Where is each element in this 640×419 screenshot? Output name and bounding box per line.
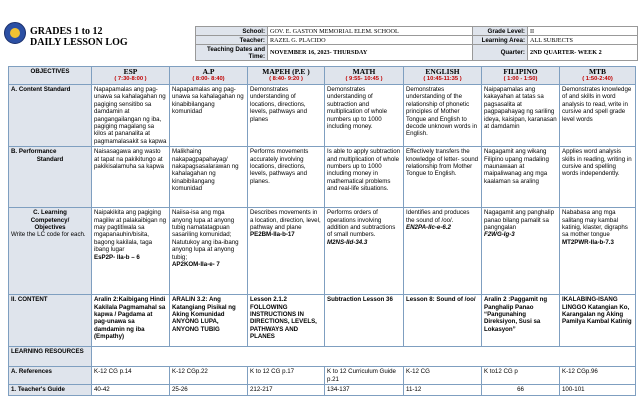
table-cell xyxy=(325,208,404,295)
row-label-line: Standard xyxy=(36,155,64,163)
table-cell: Is able to apply subtraction and multiplication of whole numbers up to 1000 including money in mathematical problems and real-life situations. xyxy=(325,147,404,208)
subject-name: MAPEH (P.E ) xyxy=(262,67,310,76)
subject-header-english xyxy=(404,67,482,85)
learning-resources-row xyxy=(9,347,636,367)
table-cell: Nagagamit ang wikang Filipino upang madaling maunawaan at maipaliwanag ang mga kaalaman sa araling xyxy=(482,147,560,208)
subject-header-mapeh xyxy=(248,67,325,85)
header xyxy=(0,0,640,63)
table-cell: 100-101 xyxy=(560,385,636,396)
competency-code: EsP2P- IIa-b – 6 xyxy=(94,253,140,261)
row-label: 1. Teacher's Guide xyxy=(9,385,92,396)
table-cell: Performs movements accurately involving locations, directions, levels, pathways and planes. xyxy=(248,147,325,208)
title-line-2: DAILY LESSON LOG xyxy=(30,37,128,48)
table-cell: Malikhaing nakapagpapahayag/ nakapagsasalarawan ng kahalagahan ng kinabibilangang komunidad xyxy=(170,147,248,208)
table-cell xyxy=(248,208,325,295)
table-cell: K-12 CGp.96 xyxy=(560,367,636,385)
table-cell: K-12 CGp.22 xyxy=(170,367,248,385)
subject-name: ESP xyxy=(123,67,138,76)
table-cell: ARALIN 3.2: Ang Katangiang Pisikal ng Aking Komunidad ANYONG LUPA, ANYONG TUBIG xyxy=(170,295,248,347)
learning-competency-row xyxy=(9,208,636,295)
subject-header-row xyxy=(9,67,636,85)
table-cell: 66 xyxy=(482,385,560,396)
table-cell: Lesson 8: Sound of /oo/ xyxy=(404,295,482,347)
table-cell xyxy=(482,208,560,295)
table-cell: K-12 CG xyxy=(404,367,482,385)
teacher-value: RAZEL G. PLACIDO xyxy=(268,36,473,45)
teacher-label: Teacher: xyxy=(196,36,268,45)
table-cell: Demonstrates knowledge of and skills in word analysis to read, write in cursive and spell grade level words xyxy=(560,85,636,147)
table-cell: Lesson 2.1.2 FOLLOWING INSTRUCTIONS IN DIRECTIONS, LEVELS, PATHWAYS AND PLANES xyxy=(248,295,325,347)
subject-time: ( 1:50-2:40) xyxy=(582,76,613,82)
teachers-guide-row xyxy=(9,385,636,396)
subject-time: ( 1:00 - 1:50) xyxy=(503,76,538,82)
table-cell: Naipapamalas ang kakayahan at tatas sa pagsasalita at pagpapahayag ng sariling ideya, kaisipan, karanasan at damdamin xyxy=(482,85,560,147)
subject-time: ( 8:40- 9:20 ) xyxy=(269,76,303,82)
table-cell xyxy=(92,347,636,367)
table-cell: 212-217 xyxy=(248,385,325,396)
table-cell: Aralin 2:Kaibigang Hindi Kakilala Pagmamahal sa kapwa / Pagdama at pag-unawa sa damdamin ng iba (Empathy) xyxy=(92,295,170,347)
table-cell xyxy=(560,208,636,295)
row-label-note: Write the LC code for each. xyxy=(11,231,86,239)
table-cell: Naisasagawa ang wasto at tapat na pakikitungo at pakikisalamuha sa kapwa xyxy=(92,147,170,208)
row-label-line: Objectives xyxy=(34,224,66,232)
subject-name: MATH xyxy=(352,67,376,76)
row-label: II. CONTENT xyxy=(9,295,92,347)
dates-value: NOVEMBER 16, 2023- THURSDAY xyxy=(268,45,473,61)
performance-standard-row xyxy=(9,147,636,208)
competency-code: EN2PA-IIc-e-6.2 xyxy=(406,224,451,232)
table-cell: Napapamalas ang pag-unawa sa kahalagahan ng pagiging sensitibo sa damdamin at pangangailangan ng iba, pagiging magalang sa kilos at pananalita at pagmamalasakit sa kapwa xyxy=(92,85,170,147)
quarter-sup: 2ND xyxy=(530,49,543,56)
table-cell xyxy=(170,208,248,295)
subject-name: FILIPINO xyxy=(503,67,538,76)
subject-time: ( 10:45-11:35 ) xyxy=(423,76,462,82)
table-cell: Demonstrates understanding of subtraction and multiplication of whole numbers up to 1000 including money. xyxy=(325,85,404,147)
subject-header-filipino xyxy=(482,67,560,85)
table-cell: 25-26 xyxy=(170,385,248,396)
table-cell: Applies word analysis skills in reading, writing in cursive and spelling words independently. xyxy=(560,147,636,208)
grade-value: II xyxy=(528,27,638,36)
lesson-log-table xyxy=(8,66,636,396)
quarter-value xyxy=(528,45,638,61)
area-label: Learning Area: xyxy=(473,36,528,45)
row-label xyxy=(9,208,92,295)
competency-text: Naiisa-isa ang mga anyong lupa at anyong tubig namatatagpuan sasariling komunidad; Natutukoy ang iba-ibang anyong lupa at anyong tubig; xyxy=(172,209,239,261)
competency-text: Identifies and produces the sound of /oo/. xyxy=(406,209,470,224)
objectives-header: OBJECTIVES xyxy=(9,67,92,85)
table-cell: K to12 CG p xyxy=(482,367,560,385)
row-label xyxy=(9,147,92,208)
subject-time: ( 9:55- 10:45 ) xyxy=(345,76,383,82)
row-label-line: Competency/ xyxy=(30,216,70,224)
area-value: ALL SUBJECTS xyxy=(528,36,638,45)
competency-code: M2NS-IId-34.3 xyxy=(327,238,368,246)
table-cell: Effectively transfers the knowledge of letter- sound relationship from Mother Tongue to English. xyxy=(404,147,482,208)
table-cell: Aralin 2 :Paggamit ng Panghalip Panao “Pangunahing Direksiyon, Susi sa Lokasyon” xyxy=(482,295,560,347)
subject-header-esp xyxy=(92,67,170,85)
table-cell: IKALABING-ISANG LINGGO Katangian Ko, Karangalan ng Aking Pamilya Kambal Katinig xyxy=(560,295,636,347)
table-cell: 134-137 xyxy=(325,385,404,396)
header-info-table xyxy=(195,26,638,61)
subject-name: ENGLISH xyxy=(425,67,460,76)
competency-code: PE2BM-IIa-b-17 xyxy=(250,231,295,239)
table-cell xyxy=(404,208,482,295)
table-cell: K to 12 CG p.17 xyxy=(248,367,325,385)
subject-header-ap xyxy=(170,67,248,85)
subject-name: A.P xyxy=(202,67,215,76)
table-cell: Napapamalas ang pag-unawa sa kahalagahan ng kinabibilangang komunidad xyxy=(170,85,248,147)
table-cell xyxy=(92,208,170,295)
page-title xyxy=(30,26,128,48)
table-cell: 11-12 xyxy=(404,385,482,396)
competency-text: Nababasa ang mga salitang may kambal katinig, klaster, digraphs sa mother tongue xyxy=(562,209,628,239)
competency-text: Performs orders of operations involving addition and subtractions of small numbers. xyxy=(327,209,396,239)
subject-time: ( 7:30-8:00 ) xyxy=(114,76,147,82)
table-cell: 40-42 xyxy=(92,385,170,396)
table-cell: Demonstrates understanding of locations, directions, levels, pathways and planes xyxy=(248,85,325,147)
references-row xyxy=(9,367,636,385)
competency-code: MT2PWR-IIa-b-7.3 xyxy=(562,238,614,246)
row-label-line: C. Learning xyxy=(33,209,67,217)
dates-label: Teaching Dates and Time: xyxy=(196,45,268,61)
subject-header-mtb xyxy=(560,67,636,85)
row-label: A. References xyxy=(9,367,92,385)
school-value: GOV. E. GASTON MEMORIAL ELEM. SCHOOL xyxy=(268,27,473,36)
quarter-label: Quarter: xyxy=(473,45,528,61)
competency-code: AP2KOM-IIa-e- 7 xyxy=(172,261,220,269)
content-row xyxy=(9,295,636,347)
subject-name: MTB xyxy=(588,67,607,76)
subject-time: ( 8:00- 8:40) xyxy=(192,76,225,82)
row-label: LEARNING RESOURCES xyxy=(9,347,92,367)
subject-header-math xyxy=(325,67,404,85)
table-cell: K to 12 Curriculum Guide p.21 xyxy=(325,367,404,385)
competency-code: F2WG-Ig-3 xyxy=(484,231,515,239)
grade-label: Grade Level: xyxy=(473,27,528,36)
quarter-text: QUARTER- WEEK 2 xyxy=(543,49,602,56)
row-label: A. Content Standard xyxy=(9,85,92,147)
title-line-1: GRADES 1 to 12 xyxy=(30,26,103,37)
competency-text: Nagagamit ang panghalip panao bilang pamalit sa pangngalan xyxy=(484,209,554,232)
row-label-line: B. Performance xyxy=(11,148,57,156)
table-cell: Demonstrates understanding of the relationship of phonetic principles of Mother Tongue and English to decode unknown words in English. xyxy=(404,85,482,147)
school-label: School: xyxy=(196,27,268,36)
content-standard-row xyxy=(9,85,636,147)
competency-text: Describes movements in a location, direction, level, pathway and plane xyxy=(250,209,321,232)
competency-text: Naipakikita ang pagiging magiliw at palakaibigan ng may pagtitiwala sa mgapanauhin/bisita, bagong kakilala, taga ibang lugar xyxy=(94,209,167,254)
deped-seal-icon xyxy=(4,22,26,44)
table-cell: Subtraction Lesson 36 xyxy=(325,295,404,347)
table-cell: K-12 CG p.14 xyxy=(92,367,170,385)
